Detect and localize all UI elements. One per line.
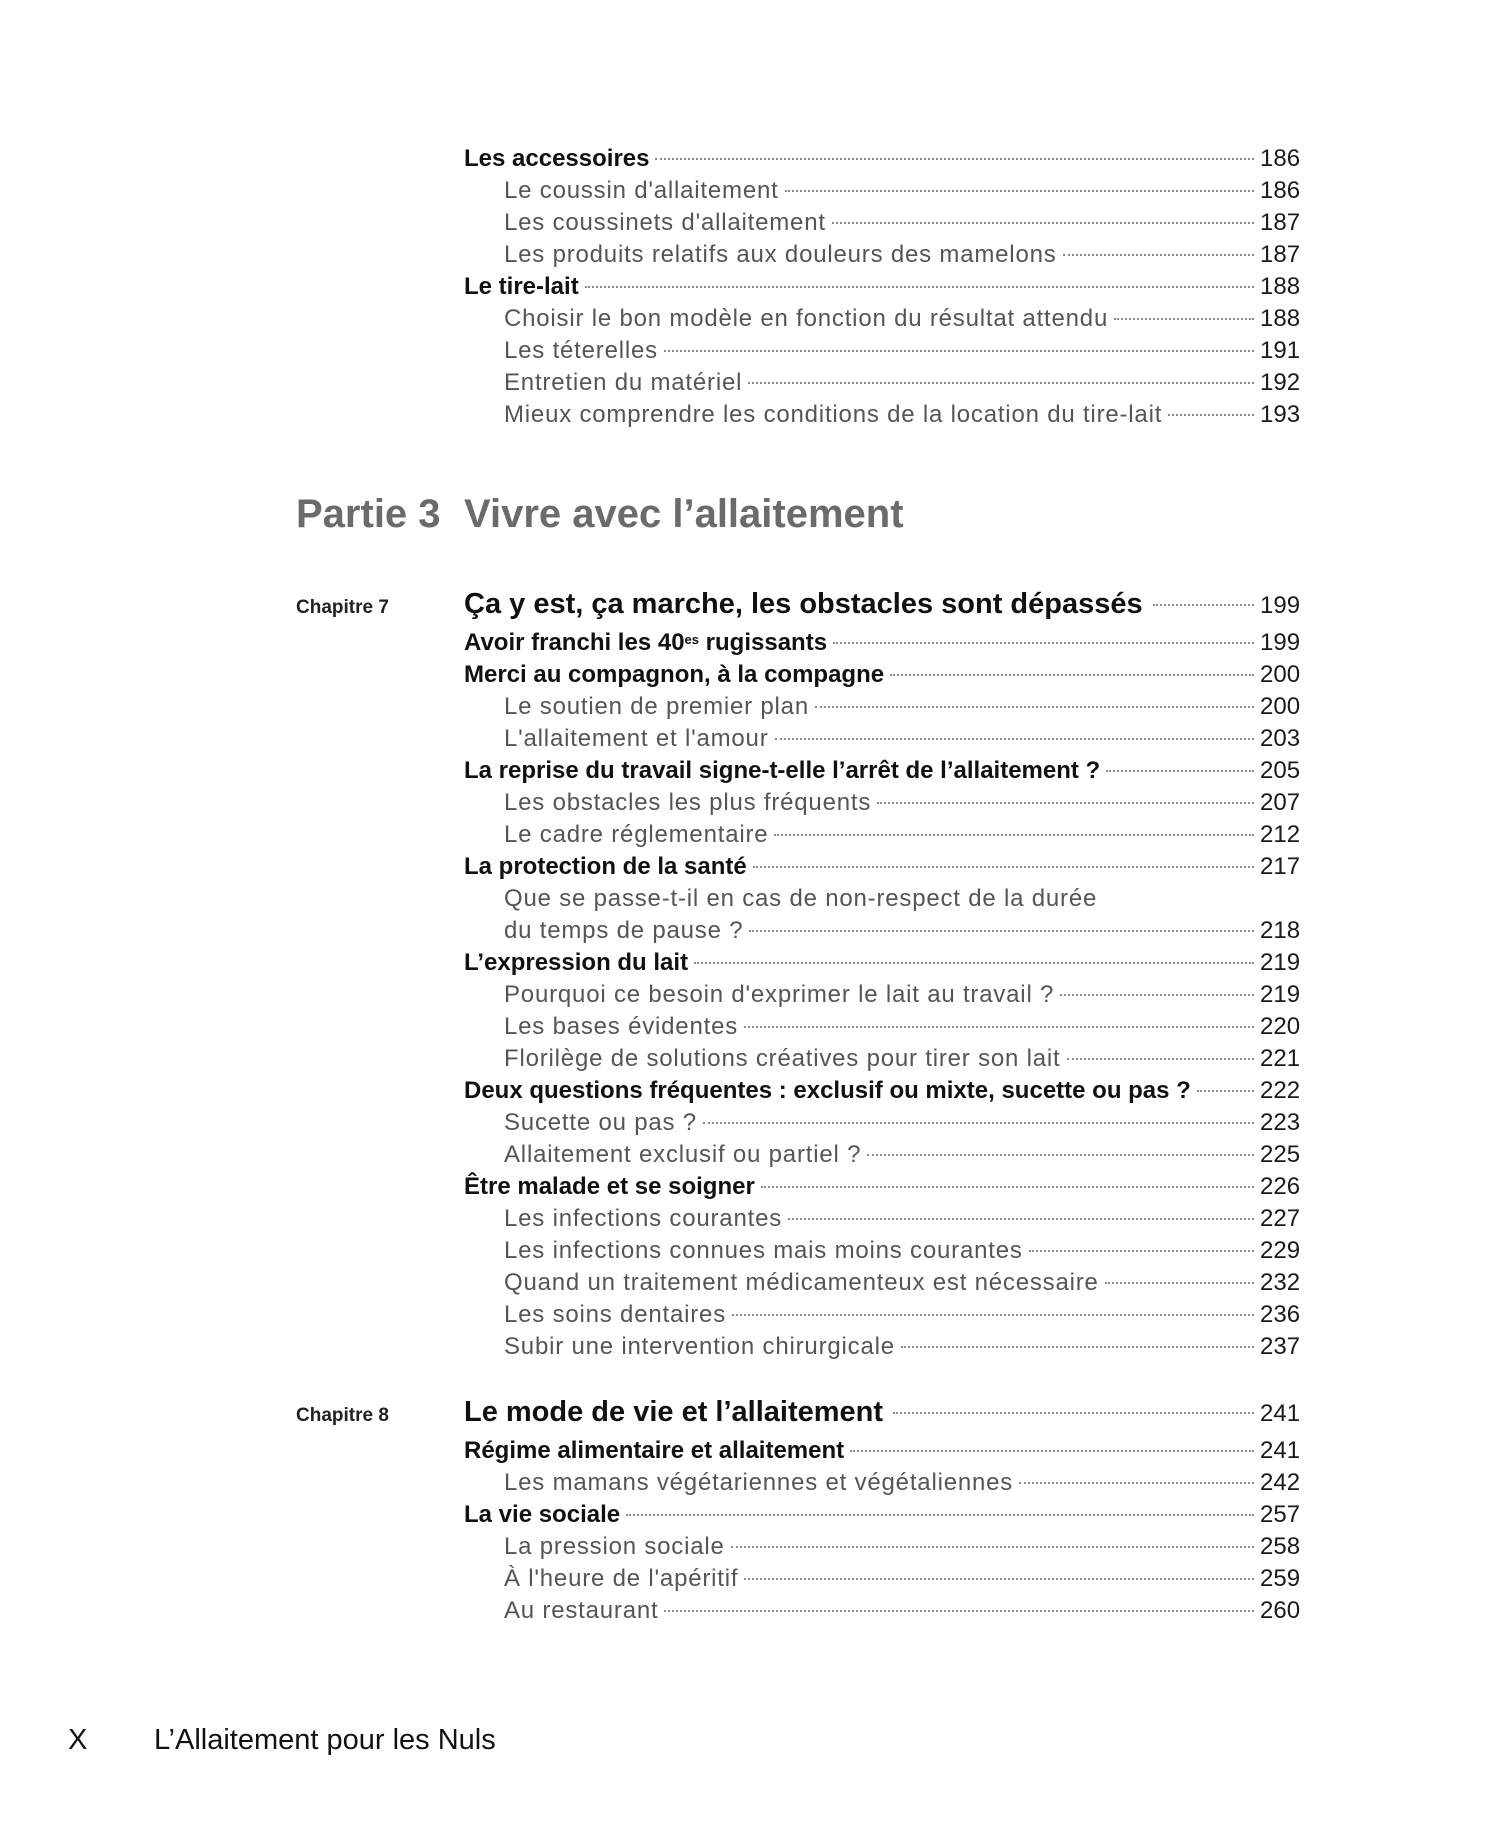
dot-leader bbox=[585, 286, 1254, 288]
toc-block-previous bbox=[464, 143, 1300, 431]
page-number: 223 bbox=[1260, 1109, 1301, 1136]
chapter-title: Le mode de vie et l’allaitement bbox=[464, 1396, 884, 1428]
page-number: 193 bbox=[1260, 401, 1301, 428]
page-number: 188 bbox=[1260, 305, 1301, 332]
dot-leader bbox=[1197, 1090, 1254, 1092]
superscript: es bbox=[684, 632, 700, 647]
toc-entry-text: Les infections courantes bbox=[504, 1205, 783, 1232]
toc-section-entry[interactable] bbox=[464, 1435, 1300, 1467]
dot-leader bbox=[753, 866, 1254, 868]
page-number: 192 bbox=[1260, 369, 1301, 396]
page-footer bbox=[68, 1724, 496, 1757]
page-number: 187 bbox=[1260, 209, 1301, 236]
page-number: 237 bbox=[1260, 1333, 1301, 1360]
page-number: 236 bbox=[1260, 1301, 1301, 1328]
dot-leader bbox=[655, 158, 1254, 160]
toc-subsection-entry[interactable] bbox=[464, 1043, 1300, 1075]
toc-entry-text: Choisir le bon modèle en fonction du résultat attendu bbox=[504, 305, 1109, 332]
page-number: 220 bbox=[1260, 1013, 1301, 1040]
dot-leader bbox=[833, 642, 1254, 644]
toc-entry-text: Les téterelles bbox=[504, 337, 658, 364]
footer-page-number: X bbox=[68, 1724, 88, 1756]
dot-leader bbox=[1114, 318, 1254, 320]
part-label: Partie 3 bbox=[296, 492, 441, 536]
page-number: 257 bbox=[1260, 1501, 1301, 1528]
toc-subsection-entry[interactable] bbox=[464, 399, 1300, 431]
toc-subsection-entry[interactable] bbox=[464, 1235, 1300, 1267]
toc-subsection-entry[interactable] bbox=[464, 1531, 1300, 1563]
page-number: 260 bbox=[1260, 1597, 1301, 1624]
toc-subsection-entry[interactable] bbox=[464, 335, 1300, 367]
page-number: 188 bbox=[1260, 273, 1301, 300]
dot-leader bbox=[626, 1514, 1254, 1516]
toc-entry-text: La vie sociale bbox=[464, 1501, 621, 1528]
toc-subsection-entry[interactable] bbox=[464, 1203, 1300, 1235]
dot-leader bbox=[731, 1546, 1254, 1548]
toc-subsection-entry[interactable] bbox=[464, 303, 1300, 335]
page-number: 187 bbox=[1260, 241, 1301, 268]
toc-block-chapter-8 bbox=[464, 1435, 1300, 1627]
page-number: 199 bbox=[1260, 629, 1301, 656]
toc-subsection-entry[interactable] bbox=[464, 367, 1300, 399]
dot-leader bbox=[744, 1026, 1254, 1028]
toc-subsection-entry[interactable] bbox=[464, 1107, 1300, 1139]
toc-entry-text: Les coussinets d'allaitement bbox=[504, 209, 826, 236]
toc-entry-text: À l'heure de l'apéritif bbox=[504, 1565, 739, 1592]
toc-entry[interactable] bbox=[464, 627, 1300, 659]
toc-subsection-entry[interactable] bbox=[464, 787, 1300, 819]
dot-leader bbox=[788, 1218, 1254, 1220]
page-number: 205 bbox=[1260, 757, 1301, 784]
toc-entry-text: Au restaurant bbox=[504, 1597, 659, 1624]
dot-leader bbox=[761, 1186, 1254, 1188]
footer-book-title: L’Allaitement pour les Nuls bbox=[154, 1724, 496, 1756]
dot-leader bbox=[1067, 1058, 1254, 1060]
dot-leader bbox=[1063, 254, 1254, 256]
toc-entry-text: Les accessoires bbox=[464, 145, 650, 172]
dot-leader bbox=[832, 222, 1254, 224]
toc-entry-text: Le tire-lait bbox=[464, 273, 579, 300]
part-heading bbox=[296, 492, 904, 537]
page-number: 200 bbox=[1260, 693, 1301, 720]
toc-entry-text: Mieux comprendre les conditions de la location du tire-lait bbox=[504, 401, 1163, 428]
dot-leader bbox=[1029, 1250, 1254, 1252]
toc-entry-text: Le soutien de premier plan bbox=[504, 693, 809, 720]
toc-subsection-entry[interactable] bbox=[464, 1563, 1300, 1595]
page-number: 258 bbox=[1260, 1533, 1301, 1560]
page-number: 241 bbox=[1260, 1400, 1301, 1427]
chapter-8-heading[interactable] bbox=[296, 1390, 1300, 1434]
toc-section-entry[interactable] bbox=[464, 1171, 1300, 1203]
toc-subsection-entry[interactable] bbox=[464, 1595, 1300, 1627]
toc-section-entry[interactable] bbox=[464, 947, 1300, 979]
toc-entry-text-suffix: rugissants bbox=[699, 629, 828, 656]
toc-entries bbox=[464, 659, 1300, 883]
dot-leader bbox=[1105, 1282, 1254, 1284]
toc-entry-text: Le coussin d'allaitement bbox=[504, 177, 779, 204]
toc-entry-text: Les mamans végétariennes et végétaliennes bbox=[504, 1469, 1014, 1496]
page-number: 186 bbox=[1260, 177, 1301, 204]
toc-entry-text: Quand un traitement médicamenteux est nécessaire bbox=[504, 1269, 1099, 1296]
toc-entry-text: Sucette ou pas ? bbox=[504, 1109, 697, 1136]
toc-section-entry[interactable] bbox=[464, 143, 1300, 175]
toc-entry-text: Les produits relatifs aux douleurs des mamelons bbox=[504, 241, 1057, 268]
toc-block-chapter-7 bbox=[464, 627, 1300, 1363]
dot-leader bbox=[1060, 994, 1254, 996]
dot-leader bbox=[732, 1314, 1254, 1316]
page-number: 219 bbox=[1260, 949, 1301, 976]
dot-leader bbox=[1153, 604, 1254, 606]
page-number: 232 bbox=[1260, 1269, 1301, 1296]
page-number: 200 bbox=[1260, 661, 1301, 688]
toc-entry-text: L’expression du lait bbox=[464, 949, 689, 976]
toc-entry-wrapped-line[interactable]: Que se passe-t-il en cas de non-respect de la durée bbox=[504, 885, 1098, 912]
toc-entry-text: Merci au compagnon, à la compagne bbox=[464, 661, 885, 688]
dot-leader bbox=[1168, 414, 1254, 416]
toc-subsection-entry[interactable] bbox=[464, 1467, 1300, 1499]
part-title: Vivre avec l’allaitement bbox=[464, 492, 904, 536]
dot-leader bbox=[703, 1122, 1254, 1124]
toc-entry-text: Les soins dentaires bbox=[504, 1301, 726, 1328]
toc-entry-text: Le cadre réglementaire bbox=[504, 821, 769, 848]
toc-subsection-entry[interactable] bbox=[464, 207, 1300, 239]
toc-subsection-entry[interactable] bbox=[464, 819, 1300, 851]
dot-leader bbox=[890, 674, 1254, 676]
dot-leader bbox=[744, 1578, 1254, 1580]
dot-leader bbox=[1106, 770, 1254, 772]
toc-subsection-entry[interactable] bbox=[464, 1011, 1300, 1043]
page-number: 199 bbox=[1260, 592, 1301, 619]
page-number: 221 bbox=[1260, 1045, 1301, 1072]
toc-subsection-entry[interactable] bbox=[464, 1331, 1300, 1363]
toc-entry-text: Régime alimentaire et allaitement bbox=[464, 1437, 845, 1464]
toc-entry-text: Entretien du matériel bbox=[504, 369, 743, 396]
toc-entry-text: La protection de la santé bbox=[464, 853, 747, 880]
page-number: 217 bbox=[1260, 853, 1301, 880]
toc-entry-text: du temps de pause ? bbox=[504, 917, 744, 944]
page-number: 203 bbox=[1260, 725, 1301, 752]
toc-subsection-entry[interactable] bbox=[464, 1299, 1300, 1331]
toc-section-entry[interactable] bbox=[464, 755, 1300, 787]
page-number: 207 bbox=[1260, 789, 1301, 816]
toc-entry-text: Les infections connues mais moins courantes bbox=[504, 1237, 1023, 1264]
page-number: 241 bbox=[1260, 1437, 1301, 1464]
toc-entry-text: Allaitement exclusif ou partiel ? bbox=[504, 1141, 862, 1168]
chapter-7-heading[interactable] bbox=[296, 582, 1300, 626]
chapter-label: Chapitre 7 bbox=[296, 597, 389, 618]
toc-entry-text: Les bases évidentes bbox=[504, 1013, 739, 1040]
page-number: 242 bbox=[1260, 1469, 1301, 1496]
dot-leader bbox=[694, 962, 1254, 964]
dot-leader bbox=[877, 802, 1254, 804]
dot-leader bbox=[901, 1346, 1254, 1348]
page-number: 219 bbox=[1260, 981, 1301, 1008]
toc-section-entry[interactable] bbox=[464, 851, 1300, 883]
page-number: 227 bbox=[1260, 1205, 1301, 1232]
dot-leader bbox=[815, 706, 1254, 708]
toc-subsection-entry[interactable] bbox=[464, 175, 1300, 207]
page-number: 186 bbox=[1260, 145, 1301, 172]
dot-leader bbox=[664, 1610, 1254, 1612]
page-number: 218 bbox=[1260, 917, 1301, 944]
toc-entry-text: Être malade et se soigner bbox=[464, 1173, 755, 1200]
dot-leader bbox=[749, 930, 1254, 932]
dot-leader bbox=[893, 1412, 1254, 1414]
chapter-label: Chapitre 8 bbox=[296, 1405, 389, 1426]
toc-entry[interactable] bbox=[464, 915, 1300, 947]
dot-leader bbox=[775, 738, 1255, 740]
page-number: 191 bbox=[1260, 337, 1301, 364]
dot-leader bbox=[785, 190, 1254, 192]
toc-subsection-entry[interactable] bbox=[464, 691, 1300, 723]
dot-leader bbox=[748, 382, 1254, 384]
toc-subsection-entry[interactable] bbox=[464, 1267, 1300, 1299]
dot-leader bbox=[1019, 1482, 1254, 1484]
dot-leader bbox=[774, 834, 1254, 836]
toc-subsection-entry[interactable] bbox=[464, 1139, 1300, 1171]
toc-subsection-entry[interactable] bbox=[464, 979, 1300, 1011]
page-number: 212 bbox=[1260, 821, 1301, 848]
toc-section-entry[interactable] bbox=[464, 1075, 1300, 1107]
dot-leader bbox=[867, 1154, 1254, 1156]
page-number: 259 bbox=[1260, 1565, 1301, 1592]
toc-section-entry[interactable] bbox=[464, 1499, 1300, 1531]
toc-entry-text: Subir une intervention chirurgicale bbox=[504, 1333, 895, 1360]
toc-entry-text: Pourquoi ce besoin d'exprimer le lait au travail ? bbox=[504, 981, 1055, 1008]
toc-entry-text: Florilège de solutions créatives pour tirer son lait bbox=[504, 1045, 1061, 1072]
toc-entry-text: Les obstacles les plus fréquents bbox=[504, 789, 872, 816]
toc-subsection-entry[interactable] bbox=[464, 239, 1300, 271]
dot-leader bbox=[664, 350, 1254, 352]
page-number: 225 bbox=[1260, 1141, 1301, 1168]
page-number: 222 bbox=[1260, 1077, 1301, 1104]
toc-entry-text: Avoir franchi les 40 bbox=[464, 629, 685, 656]
toc-entry-text: L'allaitement et l'amour bbox=[504, 725, 769, 752]
page-number: 226 bbox=[1260, 1173, 1301, 1200]
toc-section-entry[interactable] bbox=[464, 659, 1300, 691]
toc-section-entry[interactable] bbox=[464, 271, 1300, 303]
page-number: 229 bbox=[1260, 1237, 1301, 1264]
toc-entry-text: Deux questions fréquentes : exclusif ou mixte, sucette ou pas ? bbox=[464, 1077, 1191, 1104]
dot-leader bbox=[850, 1450, 1254, 1452]
toc-subsection-entry[interactable] bbox=[464, 723, 1300, 755]
chapter-title: Ça y est, ça marche, les obstacles sont dépassés bbox=[464, 588, 1143, 620]
toc-entry-text: La pression sociale bbox=[504, 1533, 725, 1560]
toc-entries bbox=[464, 947, 1300, 1363]
toc-entry-text: La reprise du travail signe-t-elle l’arrêt de l’allaitement ? bbox=[464, 757, 1101, 784]
